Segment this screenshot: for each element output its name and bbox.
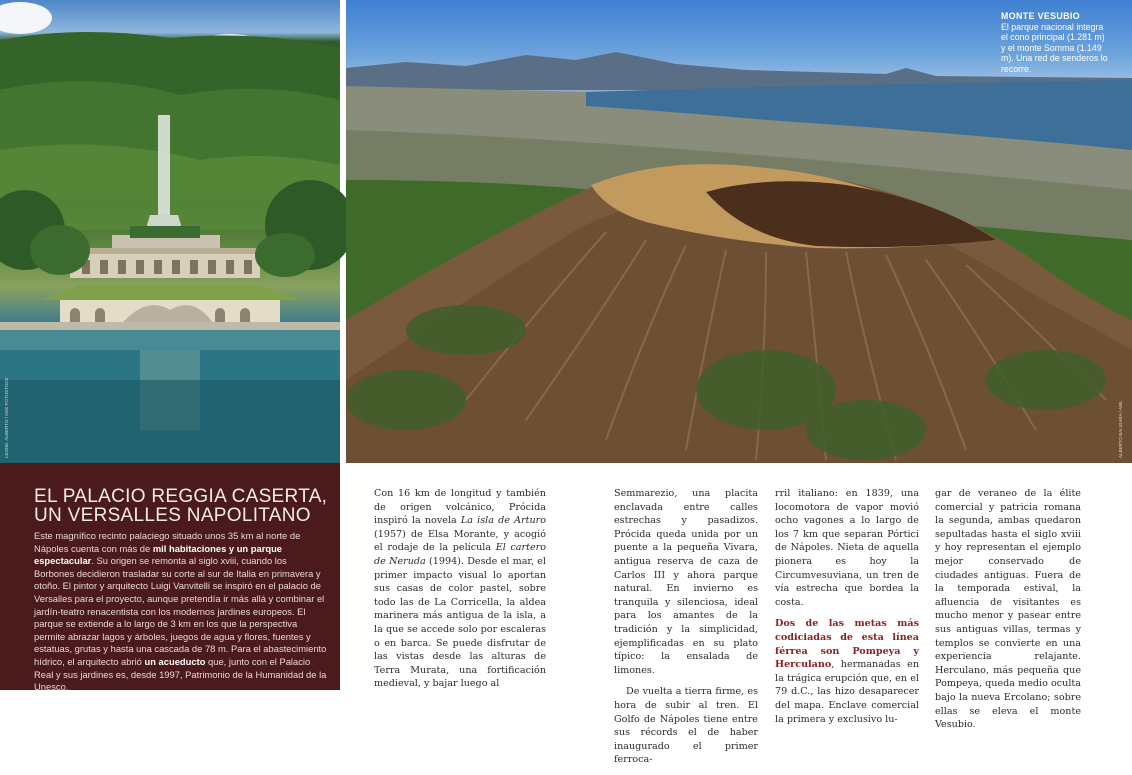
- sidebar-title-line2: UN VERSALLES NAPOLITANO: [34, 505, 311, 526]
- column-2-paragraph-2: De vuelta a tierra firme, es hora de subir al tren. El Golfo de Nápoles tiene entre sus récords el de haber inaugurado el primer ferroca-: [614, 686, 758, 766]
- column-1-paragraph: [374, 487, 546, 691]
- article-column-1: [374, 487, 546, 699]
- sidebar-bold-2: un acueducto: [144, 655, 206, 667]
- caption-title: MONTE VESUBIO: [1001, 11, 1081, 21]
- article-column-2: [614, 487, 758, 775]
- col1-text-a: Con 16 km de longitud y también de origen volcánico, Prócida inspiró la novela: [374, 488, 546, 527]
- col1-title-novel: La isla de Arturo: [460, 515, 546, 527]
- column-3-paragraph-1: rril italiano: en 1839, una locomotora de vapor movió ocho vagones a lo largo de los 7 km que separan Pórtici de Nápoles. Nieta de aquella pionera es hoy la Circumvesuviana, un tren de vía estrecha que bordea la costa.: [775, 488, 919, 608]
- col1-text-b: (1957) de Elsa Morante, y acogió el rodaje de la película: [374, 528, 546, 554]
- column-3-text: , hermanadas en la trágica erupción que, en el 79 d.C., las hizo desaparecer del mapa. Enclave comercial la primera y exclusivo lu-: [775, 659, 919, 725]
- col1-title-film: El cartero de Neruda: [374, 542, 546, 567]
- sidebar-title-line1: EL PALACIO REGGIA CASERTA,: [34, 486, 328, 507]
- main-photo-credit: ALBERTO BALIGARA / AWL: [1118, 400, 1123, 458]
- col1-text-c: (1994). Desde el mar, el primer impacto visual lo aportan sus casas de color pastel, sobre todo las de La Corricella, la aldea marinera más antigua de la isla, a la que se accede solo por escaleras o en barca. Se puede disfrutar de las vistas desde las alturas de Terra Murata, una fortificación medieval, y bajar luego al: [374, 555, 546, 690]
- column-2-paragraph-1: Semmarezio, una placita enclavada entre calles estrechas y pasadizos. Prócida queda unida por un puente a la pequeña Vivara, antigua reserva de caza de Carlos III y ahora parque natural. En invierno es tranquila y silenciosa, ideal para los amantes de la tradición y la simplicidad, ejemplificadas en su plato típico: la ensalada de limones.: [614, 488, 758, 676]
- sidebar-body-2: . Su origen se remonta al siglo xviii, cuando los Borbones decidieron trasladar su corte al sur de Italia en primavera y otoño. El pintor y arquitecto Luigi Vanvitelli se inspiró en el palacio de Versalles para el proyecto, aunque pretendía ir más allá y combinar el jardín-teatro renacentista con los modernos jardines europeos. El parque se extiende a lo largo de 3 km en los que la perspectiva permite abrazar lagos y árboles, juegos de agua y flores, fuentes y estatuas, grutas y hasta una cascada de 78 m. Para el abastecimiento hídrico, el arquitecto abrió: [34, 555, 327, 667]
- caserta-photo: [0, 0, 340, 463]
- vesuvius-caption: [1001, 11, 1111, 75]
- sidebar-bold-1: mil habitaciones y un parque espectacular: [34, 542, 283, 567]
- sidebar-body-1: Este magnífico recinto palaciego situado unos 35 km al norte de Nápoles cuenta con más de: [34, 530, 301, 554]
- column-3-highlight: Dos de las metas más codiciadas de esta línea férrea son Pompeya y Herculano: [775, 618, 919, 671]
- column-3-paragraph-2: [775, 617, 919, 726]
- article-column-3: [775, 487, 919, 734]
- article-column-4: [935, 487, 1081, 740]
- column-4-paragraph: gar de veraneo de la élite comercial y patricia romana la segunda, ambas quedaron sepultadas hasta el siglo xviii y hoy representan el ejemplo mejor conservado de ciudades antiguas. Fuera de la temporada estival, la afluencia de visitantes es mucho menor y pasear entre sus antiguas villas, termas y templos se convierte en una experiencia relajante. Herculano, más pequeña que Pompeya, queda medio oculta bajo la nueva Ercolano; sobre ellas se eleva el monte Vesubio.: [935, 488, 1081, 731]
- sidebar-body: [34, 530, 328, 694]
- caserta-illustration: [0, 0, 340, 463]
- sidebar-title: [34, 487, 328, 525]
- sidebar-body-3: que, junto con el Palacio Real y sus jardines es, desde 1997, Patrimonio de la Humanidad de la Unesco.: [34, 655, 327, 693]
- left-photo-credit: LEONE. ALBERTO / AGE FOTOSTOCK: [4, 377, 9, 458]
- caption-text: El parque nacional integra el cono principal (1.281 m) y el monte Somma (1.149 m). Una red de senderos lo recorre.: [1001, 21, 1108, 74]
- caserta-sidebar: [0, 463, 340, 693]
